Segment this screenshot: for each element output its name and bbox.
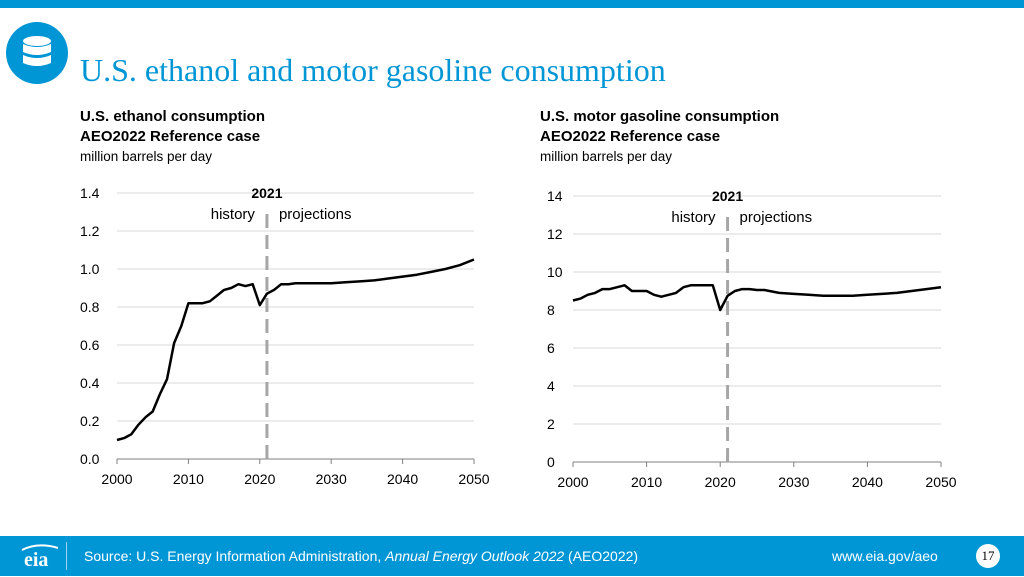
ethanol-y-tick-label: 1.0 xyxy=(80,261,100,277)
source-prefix: Source: U.S. Energy Information Administration, xyxy=(84,548,386,564)
ethanol-history-label: history xyxy=(210,206,255,223)
gasoline-y-tick-label: 2 xyxy=(547,416,555,432)
gasoline-x-tick-label: 2000 xyxy=(557,474,589,490)
right-chart-units: million barrels per day xyxy=(540,149,673,164)
right-chart-subtitle: AEO2022 Reference case xyxy=(540,128,721,145)
gasoline-y-tick-label: 14 xyxy=(547,188,563,204)
ethanol-x-tick-label: 2010 xyxy=(172,471,204,487)
gasoline-projections-label: projections xyxy=(739,209,813,226)
right-chart-title: U.S. motor gasoline consumption xyxy=(540,108,780,125)
ethanol-y-tick-label: 1.4 xyxy=(80,185,100,201)
gasoline-y-tick-label: 8 xyxy=(547,302,555,318)
gasoline-y-tick-label: 6 xyxy=(547,340,555,356)
gasoline-divider-year: 2021 xyxy=(711,188,744,204)
ethanol-x-tick-label: 2050 xyxy=(458,471,490,487)
ethanol-x-tick-label: 2020 xyxy=(244,471,276,487)
gasoline-y-tick-label: 10 xyxy=(547,264,563,280)
ethanol-y-tick-label: 1.2 xyxy=(80,223,100,239)
page-title: U.S. ethanol and motor gasoline consumption xyxy=(80,52,666,88)
footer-url-link[interactable]: www.eia.gov/aeo xyxy=(832,548,938,564)
gasoline-history-label: history xyxy=(671,209,716,226)
ethanol-x-tick-label: 2030 xyxy=(315,471,347,487)
left-chart-subtitle: AEO2022 Reference case xyxy=(80,128,261,145)
ethanol-y-tick-label: 0.2 xyxy=(80,413,100,429)
left-chart-units: million barrels per day xyxy=(80,149,213,164)
gasoline-x-tick-label: 2010 xyxy=(631,474,663,490)
gasoline-x-tick-label: 2040 xyxy=(851,474,883,490)
eia-logo-text: eia xyxy=(24,549,49,571)
source-publication: Annual Energy Outlook 2022 xyxy=(385,548,565,564)
ethanol-x-tick-label: 2040 xyxy=(387,471,419,487)
ethanol-divider-year: 2021 xyxy=(251,185,283,201)
footer-bar xyxy=(0,536,1024,576)
gasoline-x-tick-label: 2050 xyxy=(925,474,957,490)
source-suffix: (AEO2022) xyxy=(564,548,639,564)
left-chart-title: U.S. ethanol consumption xyxy=(80,108,266,125)
ethanol-y-tick-label: 0.8 xyxy=(80,299,100,315)
ethanol-y-tick-label: 0.0 xyxy=(80,451,100,467)
gasoline-y-tick-label: 12 xyxy=(547,226,563,242)
source-text xyxy=(84,548,638,564)
footer-divider xyxy=(66,542,67,570)
ethanol-y-tick-label: 0.6 xyxy=(80,337,100,353)
ethanol-projections-label: projections xyxy=(278,206,352,223)
eia-logo-icon xyxy=(18,540,68,572)
gasoline-y-tick-label: 4 xyxy=(547,378,555,394)
ethanol-x-tick-label: 2000 xyxy=(101,471,133,487)
gasoline-x-tick-label: 2020 xyxy=(704,474,736,490)
gasoline-x-tick-label: 2030 xyxy=(778,474,810,490)
gasoline-y-tick-label: 0 xyxy=(547,454,555,470)
page-number: 17 xyxy=(976,544,1000,568)
ethanol-y-tick-label: 0.4 xyxy=(80,375,100,391)
gasoline-series-line xyxy=(573,285,941,310)
